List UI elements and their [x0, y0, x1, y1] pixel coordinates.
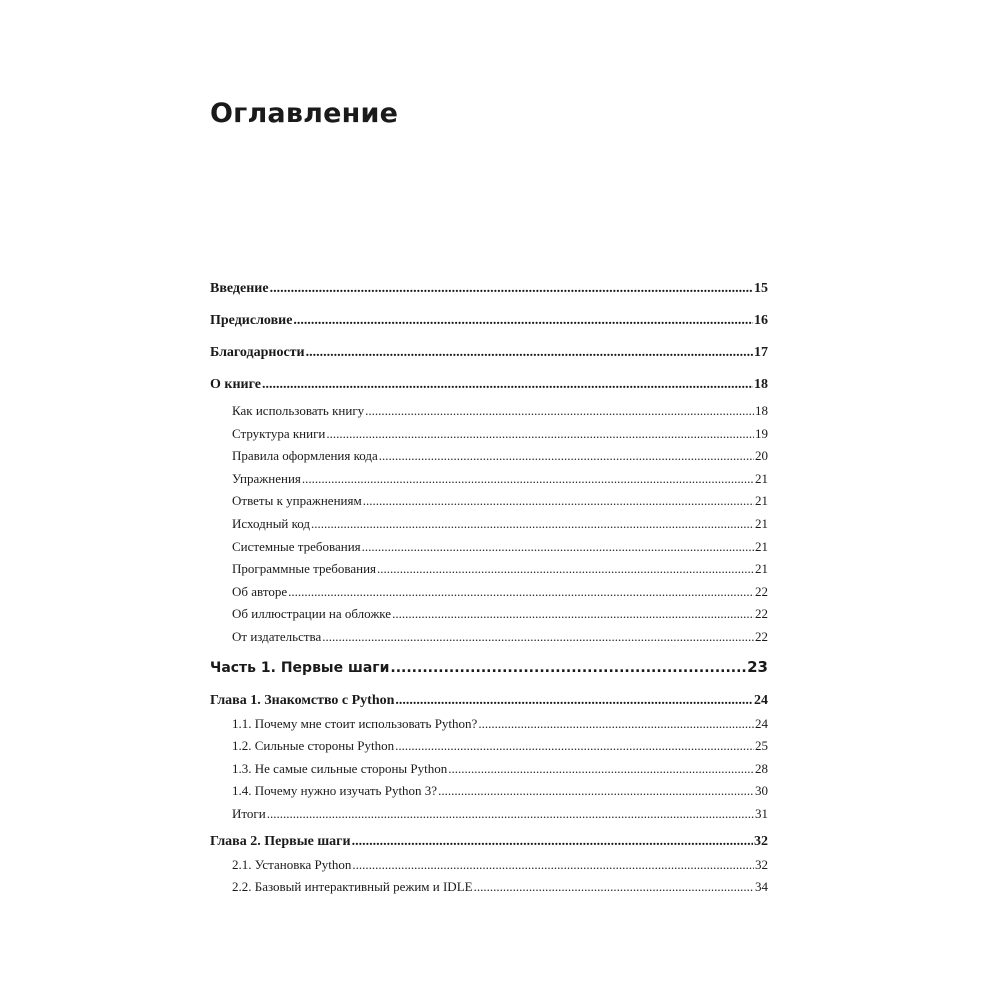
dot-leader — [365, 404, 754, 417]
dot-leader — [377, 562, 754, 575]
toc-subentry-page: 20 — [755, 448, 768, 464]
toc-subentry[interactable] — [210, 427, 768, 450]
dot-leader — [311, 517, 754, 530]
toc-entry-acknowledgements[interactable] — [210, 346, 768, 378]
dot-leader — [395, 694, 753, 708]
toc-subentry[interactable] — [210, 858, 768, 881]
toc-entry-title: Введение — [210, 281, 269, 296]
toc-entry-page: 16 — [754, 313, 768, 328]
toc-subentry-title: Об иллюстрации на обложке — [232, 606, 392, 622]
toc-subentry-page: 19 — [755, 425, 768, 441]
dot-leader — [326, 427, 754, 440]
dot-leader — [448, 762, 754, 775]
toc-subentry[interactable] — [210, 880, 768, 903]
dot-leader — [390, 661, 746, 675]
toc-subentry-page: 21 — [755, 470, 768, 486]
toc-part-page: 23 — [747, 657, 768, 676]
toc-entry-intro[interactable] — [210, 282, 768, 314]
toc-subentry-title: 1.4. Почему нужно изучать Python 3? — [232, 783, 438, 799]
toc-subentry[interactable] — [210, 404, 768, 427]
dot-leader — [288, 585, 754, 598]
toc-chapter-page: 24 — [754, 692, 768, 708]
toc-entry-chapter-2[interactable] — [210, 835, 768, 858]
toc-subentry[interactable] — [210, 607, 768, 630]
toc-subentry-title: Программные требования — [232, 561, 377, 577]
toc-subentry[interactable] — [210, 585, 768, 608]
toc-entry-title: Предисловие — [210, 313, 293, 328]
toc-subentry-title: 2.2. Базовый интерактивный режим и IDLE — [232, 879, 473, 895]
toc-subentry[interactable] — [210, 472, 768, 495]
dot-leader — [474, 880, 754, 893]
dot-leader — [379, 449, 754, 462]
page-title: Оглавление — [210, 98, 399, 129]
toc-subentry-title: 1.1. Почему мне стоит использовать Python? — [232, 715, 478, 731]
toc-subentry-title: Правила оформления кода — [232, 448, 378, 464]
toc-entry-about-book[interactable] — [210, 378, 768, 404]
toc-subentry-page: 22 — [755, 583, 768, 599]
toc-chapter-page: 32 — [754, 833, 768, 849]
toc-subentry-title: Ответы к упражнениям — [232, 493, 362, 509]
toc-subentry-page: 18 — [755, 403, 768, 418]
toc-entry-title: Благодарности — [210, 345, 305, 360]
table-of-contents — [210, 282, 768, 903]
toc-subentry-title: 2.1. Установка Python — [232, 856, 352, 872]
toc-chapter-title: Глава 2. Первые шаги — [210, 833, 351, 849]
toc-subentry[interactable] — [210, 784, 768, 807]
toc-subentry-page: 21 — [755, 493, 768, 509]
toc-subentry-title: От издательства — [232, 628, 322, 644]
dot-leader — [302, 472, 754, 485]
toc-entry-part-1[interactable] — [210, 657, 768, 694]
toc-subentry[interactable] — [210, 630, 768, 653]
toc-subentry[interactable] — [210, 762, 768, 785]
toc-subentry-page: 28 — [755, 760, 768, 776]
dot-leader — [293, 314, 753, 328]
dot-leader — [322, 630, 754, 643]
toc-subentry[interactable] — [210, 449, 768, 472]
toc-subentry-title: Итоги — [232, 805, 266, 821]
dot-leader — [262, 378, 753, 392]
toc-subentry[interactable] — [210, 562, 768, 585]
dot-leader — [392, 607, 754, 620]
toc-subentry[interactable] — [210, 717, 768, 740]
dot-leader — [306, 346, 753, 360]
toc-subentry-title: Упражнения — [232, 470, 301, 486]
toc-subentry[interactable] — [210, 807, 768, 830]
toc-subentry-title: Структура книги — [232, 425, 326, 441]
dot-leader — [478, 717, 754, 730]
toc-part-title: Часть 1. Первые шаги — [210, 659, 390, 676]
toc-subentry-title: Как использовать книгу — [232, 403, 365, 418]
toc-subentry-title: Системные требования — [232, 538, 361, 554]
dot-leader — [352, 858, 754, 871]
toc-subentry-title: 1.2. Сильные стороны Python — [232, 738, 395, 754]
toc-entry-chapter-1[interactable] — [210, 694, 768, 717]
toc-entry-title: О книге — [210, 377, 261, 392]
dot-leader — [363, 494, 754, 507]
dot-leader — [267, 807, 754, 820]
toc-entry-page: 18 — [754, 377, 768, 392]
toc-subentry-page: 31 — [755, 805, 768, 821]
toc-subentry[interactable] — [210, 739, 768, 762]
toc-subentry-title: 1.3. Не самые сильные стороны Python — [232, 760, 448, 776]
toc-subentry-page: 21 — [755, 515, 768, 531]
dot-leader — [438, 784, 754, 797]
toc-subentry-page: 24 — [755, 715, 768, 731]
toc-subentry-title: Исходный код — [232, 515, 311, 531]
toc-subentry[interactable] — [210, 540, 768, 563]
toc-subentry-page: 22 — [755, 606, 768, 622]
spacer — [210, 653, 768, 660]
toc-chapter-title: Глава 1. Знакомство с Python — [210, 692, 395, 708]
toc-subentry-title: Об авторе — [232, 583, 288, 599]
toc-subentry[interactable] — [210, 517, 768, 540]
toc-entry-preface[interactable] — [210, 314, 768, 346]
toc-subentry-page: 22 — [755, 628, 768, 644]
toc-entry-page: 17 — [754, 345, 768, 360]
dot-leader — [362, 540, 754, 553]
dot-leader — [352, 835, 753, 849]
toc-subentry-page: 34 — [755, 879, 768, 895]
dot-leader — [395, 739, 754, 752]
toc-subentry-page: 30 — [755, 783, 768, 799]
toc-subentry-page: 21 — [755, 561, 768, 577]
toc-subentry-page: 25 — [755, 738, 768, 754]
toc-subentry-page: 32 — [755, 856, 768, 872]
toc-subentry-page: 21 — [755, 538, 768, 554]
dot-leader — [270, 282, 753, 296]
toc-entry-page: 15 — [754, 281, 768, 296]
toc-subentry[interactable] — [210, 494, 768, 517]
